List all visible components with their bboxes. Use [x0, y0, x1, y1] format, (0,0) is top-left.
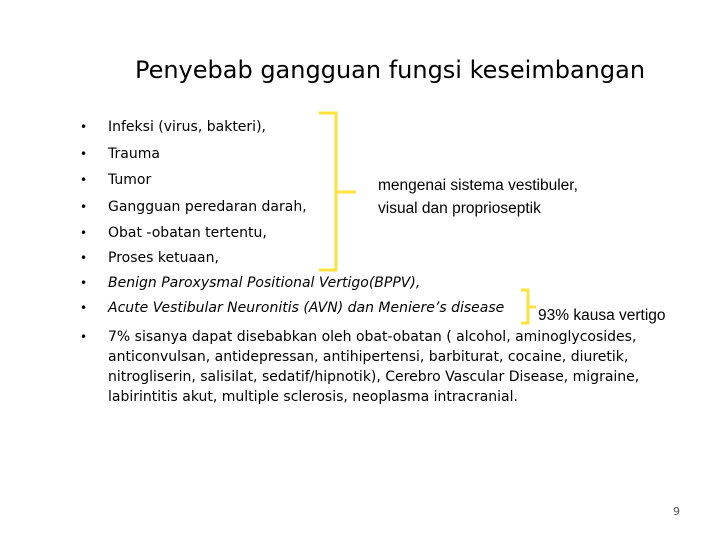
- list-item: Acute Vestibular Neuronitis (AVN) dan Meniere’s disease: [108, 300, 505, 316]
- bullet-icon: •: [80, 200, 88, 214]
- bullet-icon: •: [80, 251, 88, 265]
- bullet-icon: •: [80, 173, 88, 187]
- vertigo-cause-note: 93% kausa vertigo: [538, 307, 666, 324]
- list-item: Gangguan peredaran darah,: [108, 199, 307, 215]
- page-number: 9: [673, 505, 680, 518]
- list-item: Proses ketuaan,: [108, 250, 219, 266]
- bullet-icon: •: [80, 226, 88, 240]
- list-item: Benign Paroxysmal Positional Vertigo(BPPV),: [108, 275, 421, 291]
- list-item: Trauma: [108, 146, 160, 162]
- small-bracket-shape: [521, 290, 528, 323]
- vestibular-note-line1: mengenai sistema vestibuler,: [378, 177, 578, 194]
- list-item: Tumor: [108, 172, 152, 188]
- slide-title: Penyebab gangguan fungsi keseimbangan: [134, 56, 646, 84]
- right-bracket-shape: [319, 113, 336, 270]
- bullet-icon: •: [80, 120, 88, 134]
- bullet-icon: •: [80, 330, 88, 344]
- bullet-icon: •: [80, 276, 88, 290]
- list-item: 7% sisanya dapat disebabkan oleh obat-obatan ( alcohol, aminoglycosides, anticonvulsan, antidepressan, antihipertensi, barbiturat, cocaine, diuretik, nitrogliserin, salisilat, sedatif/hipnotik), Cerebro Vascular Disease, migraine, labirintitis akut, multiple sclerosis, neoplasma intracranial.: [108, 329, 640, 405]
- bullet-icon: •: [80, 301, 88, 315]
- bullet-icon: •: [80, 147, 88, 161]
- list-item: Infeksi (virus, bakteri),: [108, 119, 266, 135]
- list-item: Obat -obatan tertentu,: [108, 225, 267, 241]
- vestibular-note-line2: visual dan proprioseptik: [378, 200, 541, 217]
